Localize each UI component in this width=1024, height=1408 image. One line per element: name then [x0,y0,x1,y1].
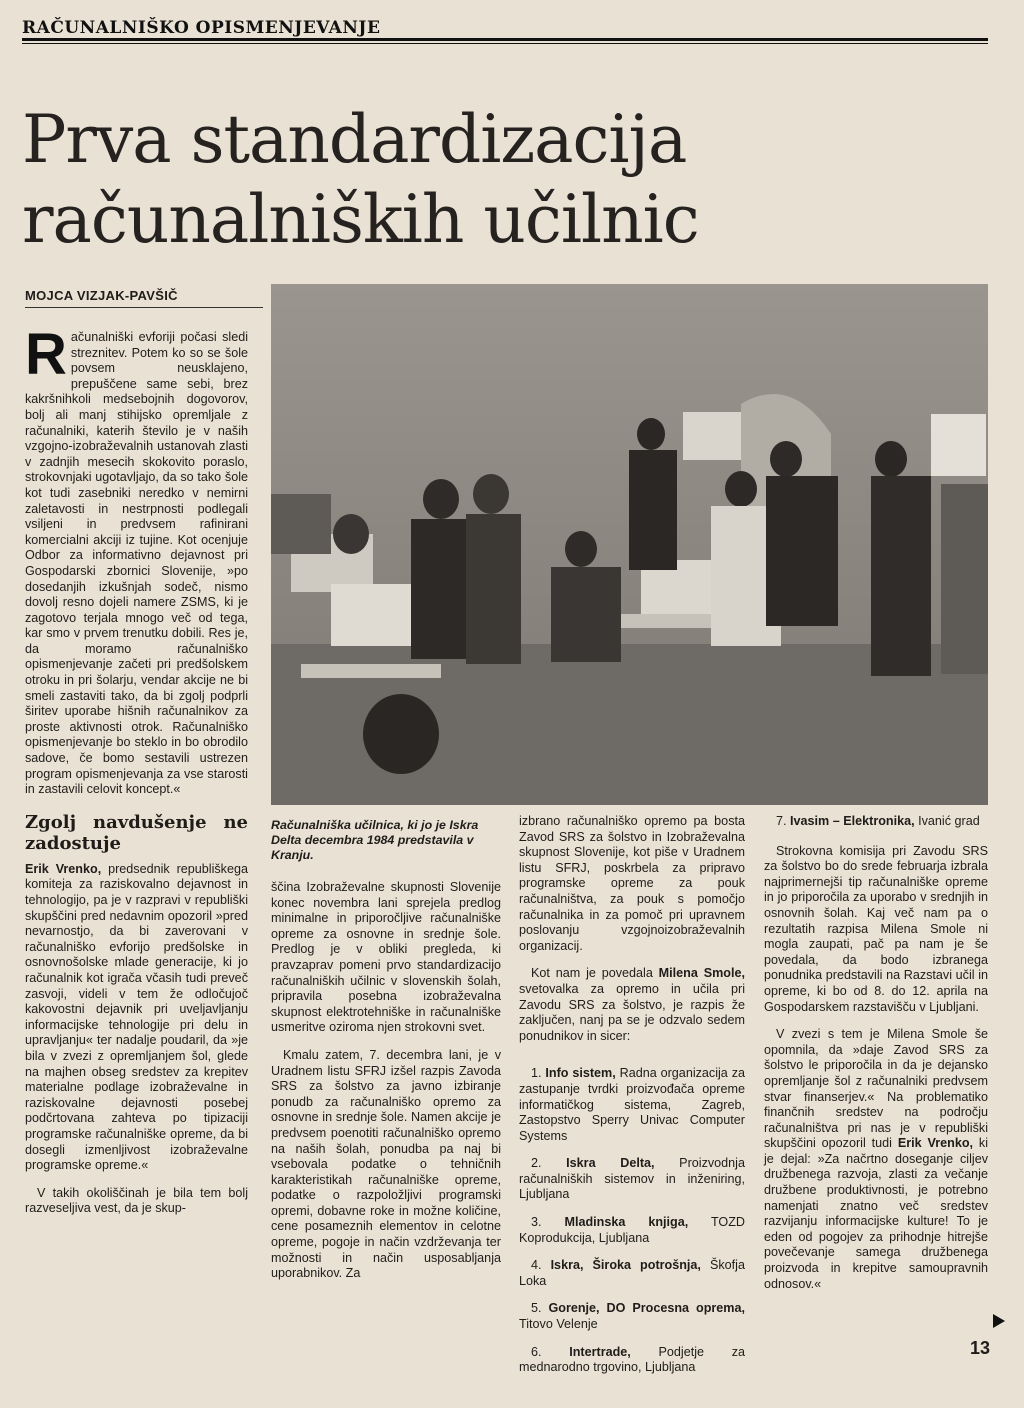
bidder-list-continued [764,814,988,830]
page-number: 13 [970,1338,991,1358]
photo-person [411,519,471,659]
photo-monitor-front [331,584,421,646]
col1-paragraph-2 [25,862,248,1174]
list-number: 2. [531,1156,542,1171]
photo-person [766,476,838,626]
photo-radiator [271,494,331,554]
col3-paragraph-1: izbrano računalniško opremo pa bosta Zavod SRS za šolstvo in Izobraževalna skupnost Slovenije, kot piše v Uradnem listu SFRJ, poskrbela za pripravo programske opreme za pouk računalništva, za pouk s pomočjo računalnika in za pomoč pri upravnem poslovanju vzgojnoizobraževalnih organizacij. [519,814,745,953]
bidder-name: Ivasim – Elektronika, [790,814,915,828]
col1-paragraph-3: V takih okoliščinah je bila tem bolj razveseljiva vest, da je skup- [25,1185,248,1216]
col4-paragraph-2-text-end: ki je dejal: »Za načrtno doseganje ciljev družbenega razvoja, zlasti za večanje družbene produktivnosti, je potrebno namenjati znatno več sredstev razvijanju informacijske kulture! To je eden od pogojev za prihodnje hitrejše povečevanje samega družbenega proizvoda in krepitve samoupravnih odnosov.« [764,1136,989,1291]
photo-person [637,418,665,450]
bidder-detail: Radna organizacija za zastupanje tvrdki proizvođača opreme informatičkog sistema, Zagreb, Zastopstvo Sperry Univac Computer Systems [519,1066,745,1143]
bidder-name: Iskra Delta, [566,1156,655,1171]
intro-paragraph [25,322,248,798]
photo-radiator-right [941,484,988,674]
classroom-photo [271,284,988,805]
list-number: 1. [531,1066,542,1081]
continue-arrow-icon [993,1314,1005,1328]
col4-paragraph-2 [764,1027,988,1292]
photo-caption: Računalniška učilnica, ki jo je Iskra Delta decembra 1984 predstavila v Kranju. [271,818,479,862]
headline-line-1: Prva standardizacija [22,101,687,178]
bidder-detail: Podjetje za mednarodno trgovino, Ljubljana [519,1344,746,1375]
section-header [22,18,988,46]
bidder-detail: TOZD Koprodukcija, Ljubljana [519,1215,746,1245]
bidder-name: Intertrade, [569,1344,631,1359]
list-number: 5. [531,1301,542,1316]
column-2 [271,880,501,1294]
drop-cap: R [25,322,67,387]
photo-person [871,476,931,676]
person-name: Erik Vrenko, [897,1136,974,1151]
photo-person [466,514,521,664]
person-name: Erik Vrenko, [25,861,102,876]
photo-person [565,531,597,567]
bidder-list-item [519,1066,745,1144]
column-1 [25,322,248,1229]
bidder-detail: Škofja Loka [519,1258,745,1288]
list-number: 4. [531,1258,542,1273]
bidder-list [519,1066,745,1376]
photo-person-foreground [363,694,439,774]
bidder-list-item [519,1156,745,1203]
photo-person [875,441,907,477]
bidder-list-item [519,1215,745,1246]
col1-paragraph-2-text: predsednik republiškega komiteja za raziskovalno dejavnost in tehnologijo, pa je v razpravi v republiški skupščini pred nedavnim opozoril »pred nevarnostjo, da bi zaverovani v računalniško evforijo predšolske in osnovnošolske mlade generacije, ki jo računalnik kot igrača včasih tudi preveč zasvoji, videli v tem že odločujoč kakovostni dejavnik pri uveljavljanju informacijske tehnologije pri delu in upravljanju« ter nadalje poudaril, da »je bila v zvezi z opremljanjem šol, glede na majhen obseg sredstev za krepitev materialne podlage izobraževalne in raziskovalne dejavnosti posebej podčrtovana zahteva po tipizaciji programske računalniške opreme, da bi dosegli izmenljivost izobraževalne programske opreme.« [25,861,248,1173]
column-3 [519,814,745,1390]
list-number: 6. [531,1344,542,1359]
col4-paragraph-1: Strokovna komisija pri Zavodu SRS za šolstvo bo do srede februarja izbrala najprimernejši tip računalniške opreme in jo priporočila za uporabo v srednjih in osnovnih šolah. Kaj več nam pa o rezultatih razpisa Milena Smole ni mogla zaupati, pač pa nam je še povedala, da bodo izbranega ponudnika predstavili na Razstavi učil in opreme, ki bo od 8. do 12. aprila na Gospodarskem razstavišču v Ljubljani. [764,843,988,1014]
bidder-list-item [764,814,988,830]
intro-text: ačunalniški evforiji počasi sledi streznitev. Potem ko so se šole povsem neusklajeno, prepuščene same sebi, brez kakršnihkoli medsebojnih dogovorov, bolj ali manj stihijsko opremljale z računalniki, katerih število je v naših vzgojno-izobraževalnih ustanovah zlasti v zadnjih mesecih skokovito poraslo, strokovnjaki ugotavljajo, da so tako šole kot tudi zasebniki neredko v nemirni zaletavosti in nestrpnosti podlegali vsiljeni in predvsem rafinirani komercialni akciji iz tujine. Kot ocenjuje Odbor za informativno dejavnost pri Gospodarski zbornici Slovenije, »po dosedanjih izkušnjah sodeč, nismo dovolj resno dojeli namere ZSMS, ki je zagotovo terjala mnogo več od tega, kar smo v prvem trenutku dobili. Res je, da moramo računalniško opismenjevanje začeti pri predšolskem otroku in pri šolarju, vendar akcije ne bi smeli zastaviti tako, da bi zgolj podprli širitev uporabe hišnih računalnikov za proste aktivnosti otrok. Računalniško opismenjevanje bo steklo in bo obrodilo sadove, če bomo sestavili ustrezen program opismenjevanja za vse starosti in zastavili celovit koncept.« [25,330,248,797]
bidder-list-item [519,1301,745,1332]
photo-desk-left [301,664,441,678]
bidder-list-item [519,1258,745,1289]
photo-person [629,450,677,570]
photo-monitor-right [931,414,986,476]
photo-person [333,514,369,554]
photo-person [725,471,757,507]
header-rule [22,38,988,41]
person-name: Milena Smole, [658,966,745,981]
headline [22,100,782,260]
bidder-name: Gorenje, DO Procesna oprema, [548,1301,745,1316]
col3-paragraph-2 [519,966,745,1044]
col4-paragraph-2-text: V zvezi s tem je Milena Smole še opomnila, da »daje Zavod SRS za šolstvo le priporočila in da je dejansko opremljanje šol z računalniki predvsem stvar finanserjev.« Na problematiko finančnih sredstev na področju računalništva pri nas je v republiški skupščini opozoril tudi [764,1027,988,1151]
byline: MOJCA VIZJAK-PAVŠIČ [25,288,263,308]
headline-line-2: računalniških učilnic [22,181,699,258]
bidder-detail: Titovo Velenje [519,1317,598,1332]
col3-paragraph-2-text-end: svetovalka za opremo in učila pri Zavodu SRS za šolstvo, je razpis že zaključen, nanj pa se je odzvalo sedem ponudnikov in sicer: [519,981,745,1043]
bidder-name: Info sistem, [545,1066,616,1081]
bidder-name: Iskra, Široka potrošnja, [550,1258,701,1273]
bidder-detail: Ivanić grad [914,814,980,828]
bidder-list-item [519,1345,745,1376]
photo-illustration [271,284,988,805]
section-label: RAČUNALNIŠKO OPISMENJEVANJE [22,18,384,38]
col2-paragraph-1: ščina Izobraževalne skupnosti Slovenije konec novembra lani sprejela predlog minimalne in priporočljive računalniške opreme za osnovne in srednje šole. Predlog je v obliki pregleda, ki pravzaprav pomeni prvo standardizacijo računalniških učilnic v slovenskih šolah, pripravila posebna izobraževalna skupnost elektrotehniške in računalniške usmeritve oziroma njen strokovni svet. [271,880,501,1035]
header-rule-thin [22,43,988,44]
col2-paragraph-2: Kmalu zatem, 7. decembra lani, je v Uradnem listu SFRJ izšel razpis Zavoda SRS za šolstvo za javno izbiranje ponudb za računalniško opremo za osnovne in srednje šole. Namen akcije je predvsem poenotiti računalniško opremo na naših šolah, ponudba pa naj bi vsebovala podatke o tehničnih karakteristikah računalniške opreme, podatke o razpoložljivi programski opremi, dobavne roke in možne količine, cene posameznih elementov in celotne opreme, pogoje in način vzdrževanja ter možnosti in način usposabljanja uporabnikov. Za [271,1047,501,1281]
col3-paragraph-2-text: Kot nam je povedala [531,966,659,981]
photo-monitor-wall [683,412,741,460]
bidder-detail: Proizvodnja računalniških sistemov in inženiring, Ljubljana [519,1156,745,1202]
photo-person [551,567,621,662]
list-number: 7. [776,814,787,828]
column-4 [764,814,988,1304]
bidder-name: Mladinska knjiga, [564,1215,689,1230]
photo-person [473,474,509,514]
subheading: Zgolj navdušenje ne zadostuje [25,811,248,854]
list-number: 3. [531,1215,542,1230]
photo-person [423,479,459,519]
photo-person [770,441,802,477]
